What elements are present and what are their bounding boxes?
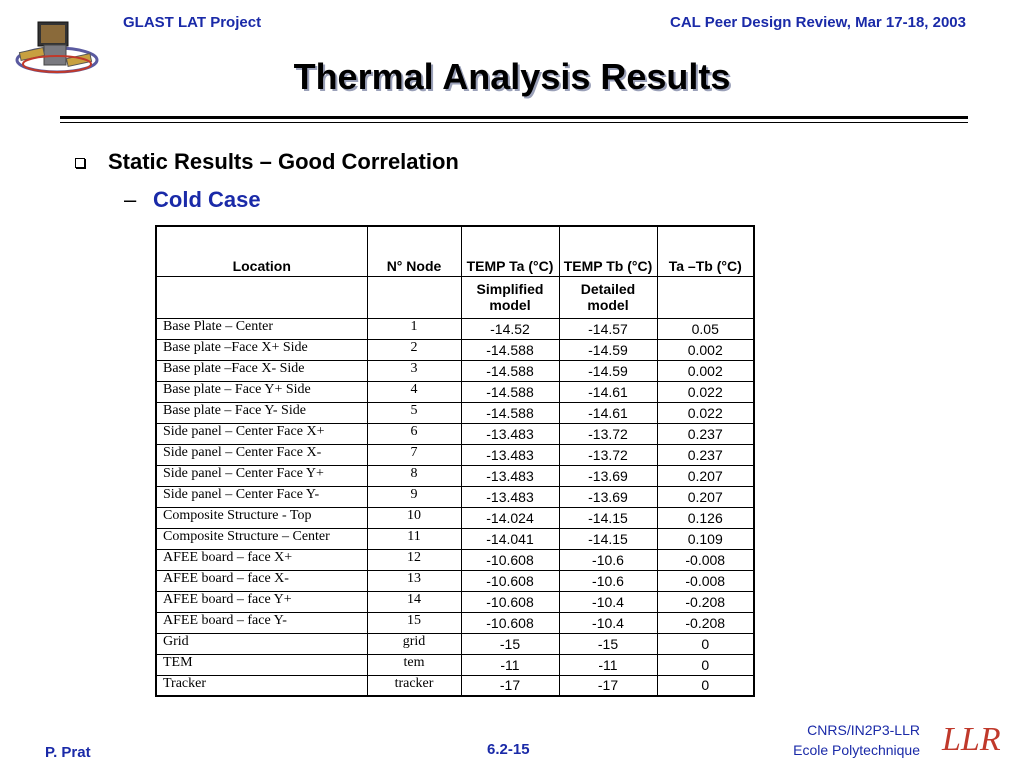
cell-location: Base plate – Face Y- Side (156, 402, 367, 423)
table-row (156, 654, 754, 675)
cell-temp-tb: -10.4 (559, 591, 657, 612)
footer-institution (793, 720, 920, 760)
table-row (156, 507, 754, 528)
cell-node: 5 (367, 402, 461, 423)
cell-location: AFEE board – face Y- (156, 612, 367, 633)
cell-temp-tb: -17 (559, 675, 657, 696)
cell-temp-ta: -14.041 (461, 528, 559, 549)
cell-temp-ta: -14.024 (461, 507, 559, 528)
cell-diff: 0.237 (657, 444, 754, 465)
sub-bullet-dash: – (124, 187, 137, 212)
table-row (156, 591, 754, 612)
cell-temp-tb: -10.6 (559, 549, 657, 570)
subheader-empty-diff (657, 276, 754, 318)
cell-temp-tb: -14.57 (559, 318, 657, 339)
cell-temp-ta: -13.483 (461, 444, 559, 465)
cell-temp-tb: -14.59 (559, 339, 657, 360)
cell-node: 1 (367, 318, 461, 339)
cell-location: Base plate –Face X- Side (156, 360, 367, 381)
cell-location: Base Plate – Center (156, 318, 367, 339)
cell-diff: 0.022 (657, 381, 754, 402)
cell-node: 12 (367, 549, 461, 570)
cell-node: 10 (367, 507, 461, 528)
cell-location: TEM (156, 654, 367, 675)
table-row (156, 675, 754, 696)
cell-temp-ta: -14.588 (461, 381, 559, 402)
cell-location: Side panel – Center Face X- (156, 444, 367, 465)
header-temp-tb: TEMP Tb (°C) (559, 226, 657, 276)
cell-node: 7 (367, 444, 461, 465)
title-rule-thin (60, 122, 968, 123)
cell-node: 3 (367, 360, 461, 381)
cell-temp-ta: -11 (461, 654, 559, 675)
cell-temp-ta: -14.52 (461, 318, 559, 339)
cell-temp-tb: -10.4 (559, 612, 657, 633)
cell-temp-tb: -14.59 (559, 360, 657, 381)
table-row (156, 381, 754, 402)
table-row (156, 549, 754, 570)
cell-diff: 0.207 (657, 465, 754, 486)
cell-diff: 0.126 (657, 507, 754, 528)
cell-location: Side panel – Center Face X+ (156, 423, 367, 444)
cell-temp-tb: -14.15 (559, 528, 657, 549)
llr-logo-text: LLR (942, 721, 1001, 758)
cell-temp-tb: -13.69 (559, 465, 657, 486)
cell-temp-ta: -15 (461, 633, 559, 654)
cell-temp-ta: -10.608 (461, 570, 559, 591)
table-header-row (156, 226, 754, 276)
cell-location: Base plate –Face X+ Side (156, 339, 367, 360)
footer-author: P. Prat (45, 744, 91, 761)
footer-institution-line2: Ecole Polytechnique (793, 742, 920, 758)
cell-temp-ta: -13.483 (461, 486, 559, 507)
cell-temp-tb: -13.69 (559, 486, 657, 507)
cell-diff: 0.207 (657, 486, 754, 507)
table-subheader-row (156, 276, 754, 318)
cell-location: Side panel – Center Face Y+ (156, 465, 367, 486)
header-node: N° Node (367, 226, 461, 276)
subheader-empty-node (367, 276, 461, 318)
cell-diff: 0.237 (657, 423, 754, 444)
footer-institution-line1: CNRS/IN2P3-LLR (807, 722, 920, 738)
cell-node: 11 (367, 528, 461, 549)
cell-temp-tb: -13.72 (559, 423, 657, 444)
cell-location: Composite Structure – Center (156, 528, 367, 549)
cell-diff: 0.05 (657, 318, 754, 339)
thermal-results-table (155, 225, 755, 697)
cell-node: tracker (367, 675, 461, 696)
cell-node: grid (367, 633, 461, 654)
cell-location: Composite Structure - Top (156, 507, 367, 528)
table-row (156, 528, 754, 549)
square-bullet-icon (75, 158, 85, 168)
cell-diff: -0.208 (657, 591, 754, 612)
table-row (156, 444, 754, 465)
cell-location: AFEE board – face Y+ (156, 591, 367, 612)
cell-temp-tb: -13.72 (559, 444, 657, 465)
cell-diff: 0.002 (657, 339, 754, 360)
subheader-empty-location (156, 276, 367, 318)
cell-temp-tb: -15 (559, 633, 657, 654)
cell-diff: -0.208 (657, 612, 754, 633)
cell-temp-tb: -14.15 (559, 507, 657, 528)
table-row (156, 612, 754, 633)
llr-logo (938, 718, 1018, 758)
cell-diff: 0.109 (657, 528, 754, 549)
table-row (156, 360, 754, 381)
cell-temp-ta: -14.588 (461, 360, 559, 381)
cell-location: Side panel – Center Face Y- (156, 486, 367, 507)
header-location: Location (156, 226, 367, 276)
cell-temp-ta: -13.483 (461, 423, 559, 444)
header-project: GLAST LAT Project (123, 14, 262, 31)
cell-node: tem (367, 654, 461, 675)
sub-bullet-text: Cold Case (153, 187, 261, 212)
cell-location: Base plate – Face Y+ Side (156, 381, 367, 402)
table-row (156, 423, 754, 444)
table-row (156, 570, 754, 591)
cell-diff: -0.008 (657, 549, 754, 570)
footer-page-number: 6.2-15 (487, 741, 530, 758)
cell-temp-ta: -10.608 (461, 549, 559, 570)
cell-node: 13 (367, 570, 461, 591)
table-row (156, 633, 754, 654)
cell-node: 2 (367, 339, 461, 360)
cell-temp-ta: -14.588 (461, 339, 559, 360)
cell-diff: 0 (657, 633, 754, 654)
header-diff: Ta –Tb (°C) (657, 226, 754, 276)
cell-location: Tracker (156, 675, 367, 696)
cell-diff: 0 (657, 654, 754, 675)
cell-diff: -0.008 (657, 570, 754, 591)
cell-temp-ta: -10.608 (461, 591, 559, 612)
subheader-simplified: Simplified model (461, 276, 559, 318)
table-row (156, 465, 754, 486)
cell-diff: 0.022 (657, 402, 754, 423)
cell-location: Grid (156, 633, 367, 654)
header-review: CAL Peer Design Review, Mar 17-18, 2003 (670, 14, 966, 31)
cell-temp-tb: -14.61 (559, 402, 657, 423)
cell-diff: 0 (657, 675, 754, 696)
cell-temp-tb: -11 (559, 654, 657, 675)
cell-node: 9 (367, 486, 461, 507)
table-row (156, 402, 754, 423)
cell-location: AFEE board – face X+ (156, 549, 367, 570)
bullet-text: Static Results – Good Correlation (108, 149, 459, 174)
title-rule-thick (60, 116, 968, 119)
table-row (156, 486, 754, 507)
page-title: Thermal Analysis Results (293, 56, 731, 97)
cell-temp-ta: -14.588 (461, 402, 559, 423)
cell-temp-tb: -10.6 (559, 570, 657, 591)
table-row (156, 339, 754, 360)
cell-location: AFEE board – face X- (156, 570, 367, 591)
cell-node: 8 (367, 465, 461, 486)
cell-temp-ta: -13.483 (461, 465, 559, 486)
subheader-detailed: Detailed model (559, 276, 657, 318)
cell-node: 6 (367, 423, 461, 444)
cell-temp-tb: -14.61 (559, 381, 657, 402)
header-temp-ta: TEMP Ta (°C) (461, 226, 559, 276)
cell-node: 14 (367, 591, 461, 612)
cell-node: 4 (367, 381, 461, 402)
cell-temp-ta: -17 (461, 675, 559, 696)
cell-temp-ta: -10.608 (461, 612, 559, 633)
cell-diff: 0.002 (657, 360, 754, 381)
table-row (156, 318, 754, 339)
cell-node: 15 (367, 612, 461, 633)
